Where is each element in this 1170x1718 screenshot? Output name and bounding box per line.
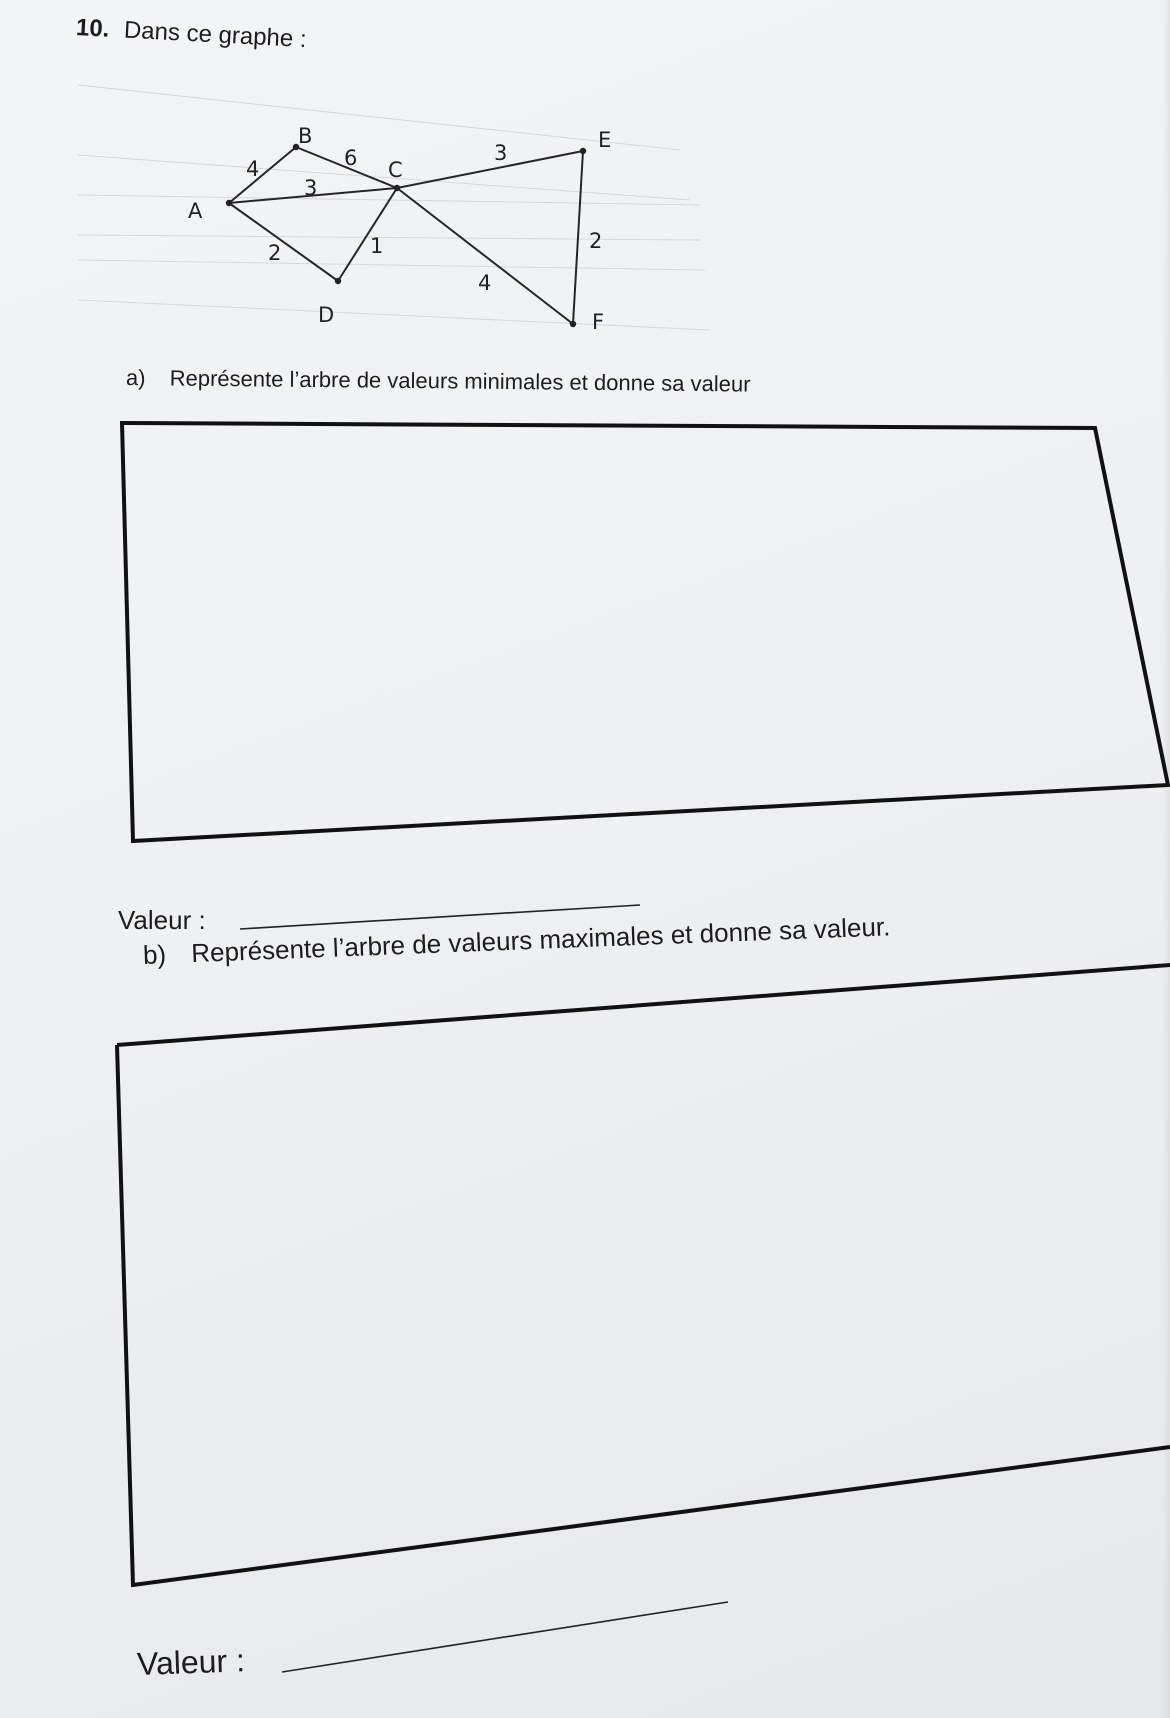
part-b-value-label: Valeur : [136,1642,246,1682]
question-title: Dans ce graphe : [123,16,308,54]
edge-a-d [229,203,338,281]
part-a-text: Représente l’arbre de valeurs minimales et donne sa valeur [169,365,751,397]
weight-c-e: 3 [494,141,508,165]
part-b-text: Représente l’arbre de valeurs maximales et donne sa valeur. [190,911,891,969]
edge-a-b [229,147,296,203]
node-label-c: C [388,158,403,182]
graph-nodes [226,144,586,327]
node-label-b: B [298,124,313,148]
part-b-label: b) [142,939,167,970]
graph-edges [229,147,583,324]
node-label-a: A [188,199,203,223]
edge-c-e [397,151,583,188]
weight-d-c: 1 [370,234,384,258]
answer-box-b[interactable] [117,1045,1170,1585]
edge-d-c [338,188,397,281]
weight-c-f: 4 [478,271,492,295]
weight-a-d: 2 [268,241,282,265]
part-a-value-label: Valeur : [118,905,206,935]
question-number: 10. [75,14,111,43]
weight-e-f: 2 [589,229,603,253]
node-label-d: D [318,303,335,327]
graph-weights [246,141,602,295]
node-a [226,200,232,206]
node-d [335,278,341,284]
weight-b-c: 6 [344,146,358,170]
edge-e-f [573,151,583,324]
node-c [394,185,400,191]
show-through-lines [78,85,710,330]
answer-box-a[interactable] [122,423,1168,841]
answer-box-b-top [117,965,1170,1045]
node-e [580,148,586,154]
edge-c-f [397,188,573,324]
node-label-e: E [598,128,612,152]
node-f [570,321,576,327]
answer-line-b[interactable] [282,1602,728,1672]
graph-labels [188,124,611,334]
weight-a-c: 3 [304,176,318,200]
part-a-label: a) [125,365,146,391]
node-label-f: F [592,310,605,334]
weight-a-b: 4 [246,157,260,181]
